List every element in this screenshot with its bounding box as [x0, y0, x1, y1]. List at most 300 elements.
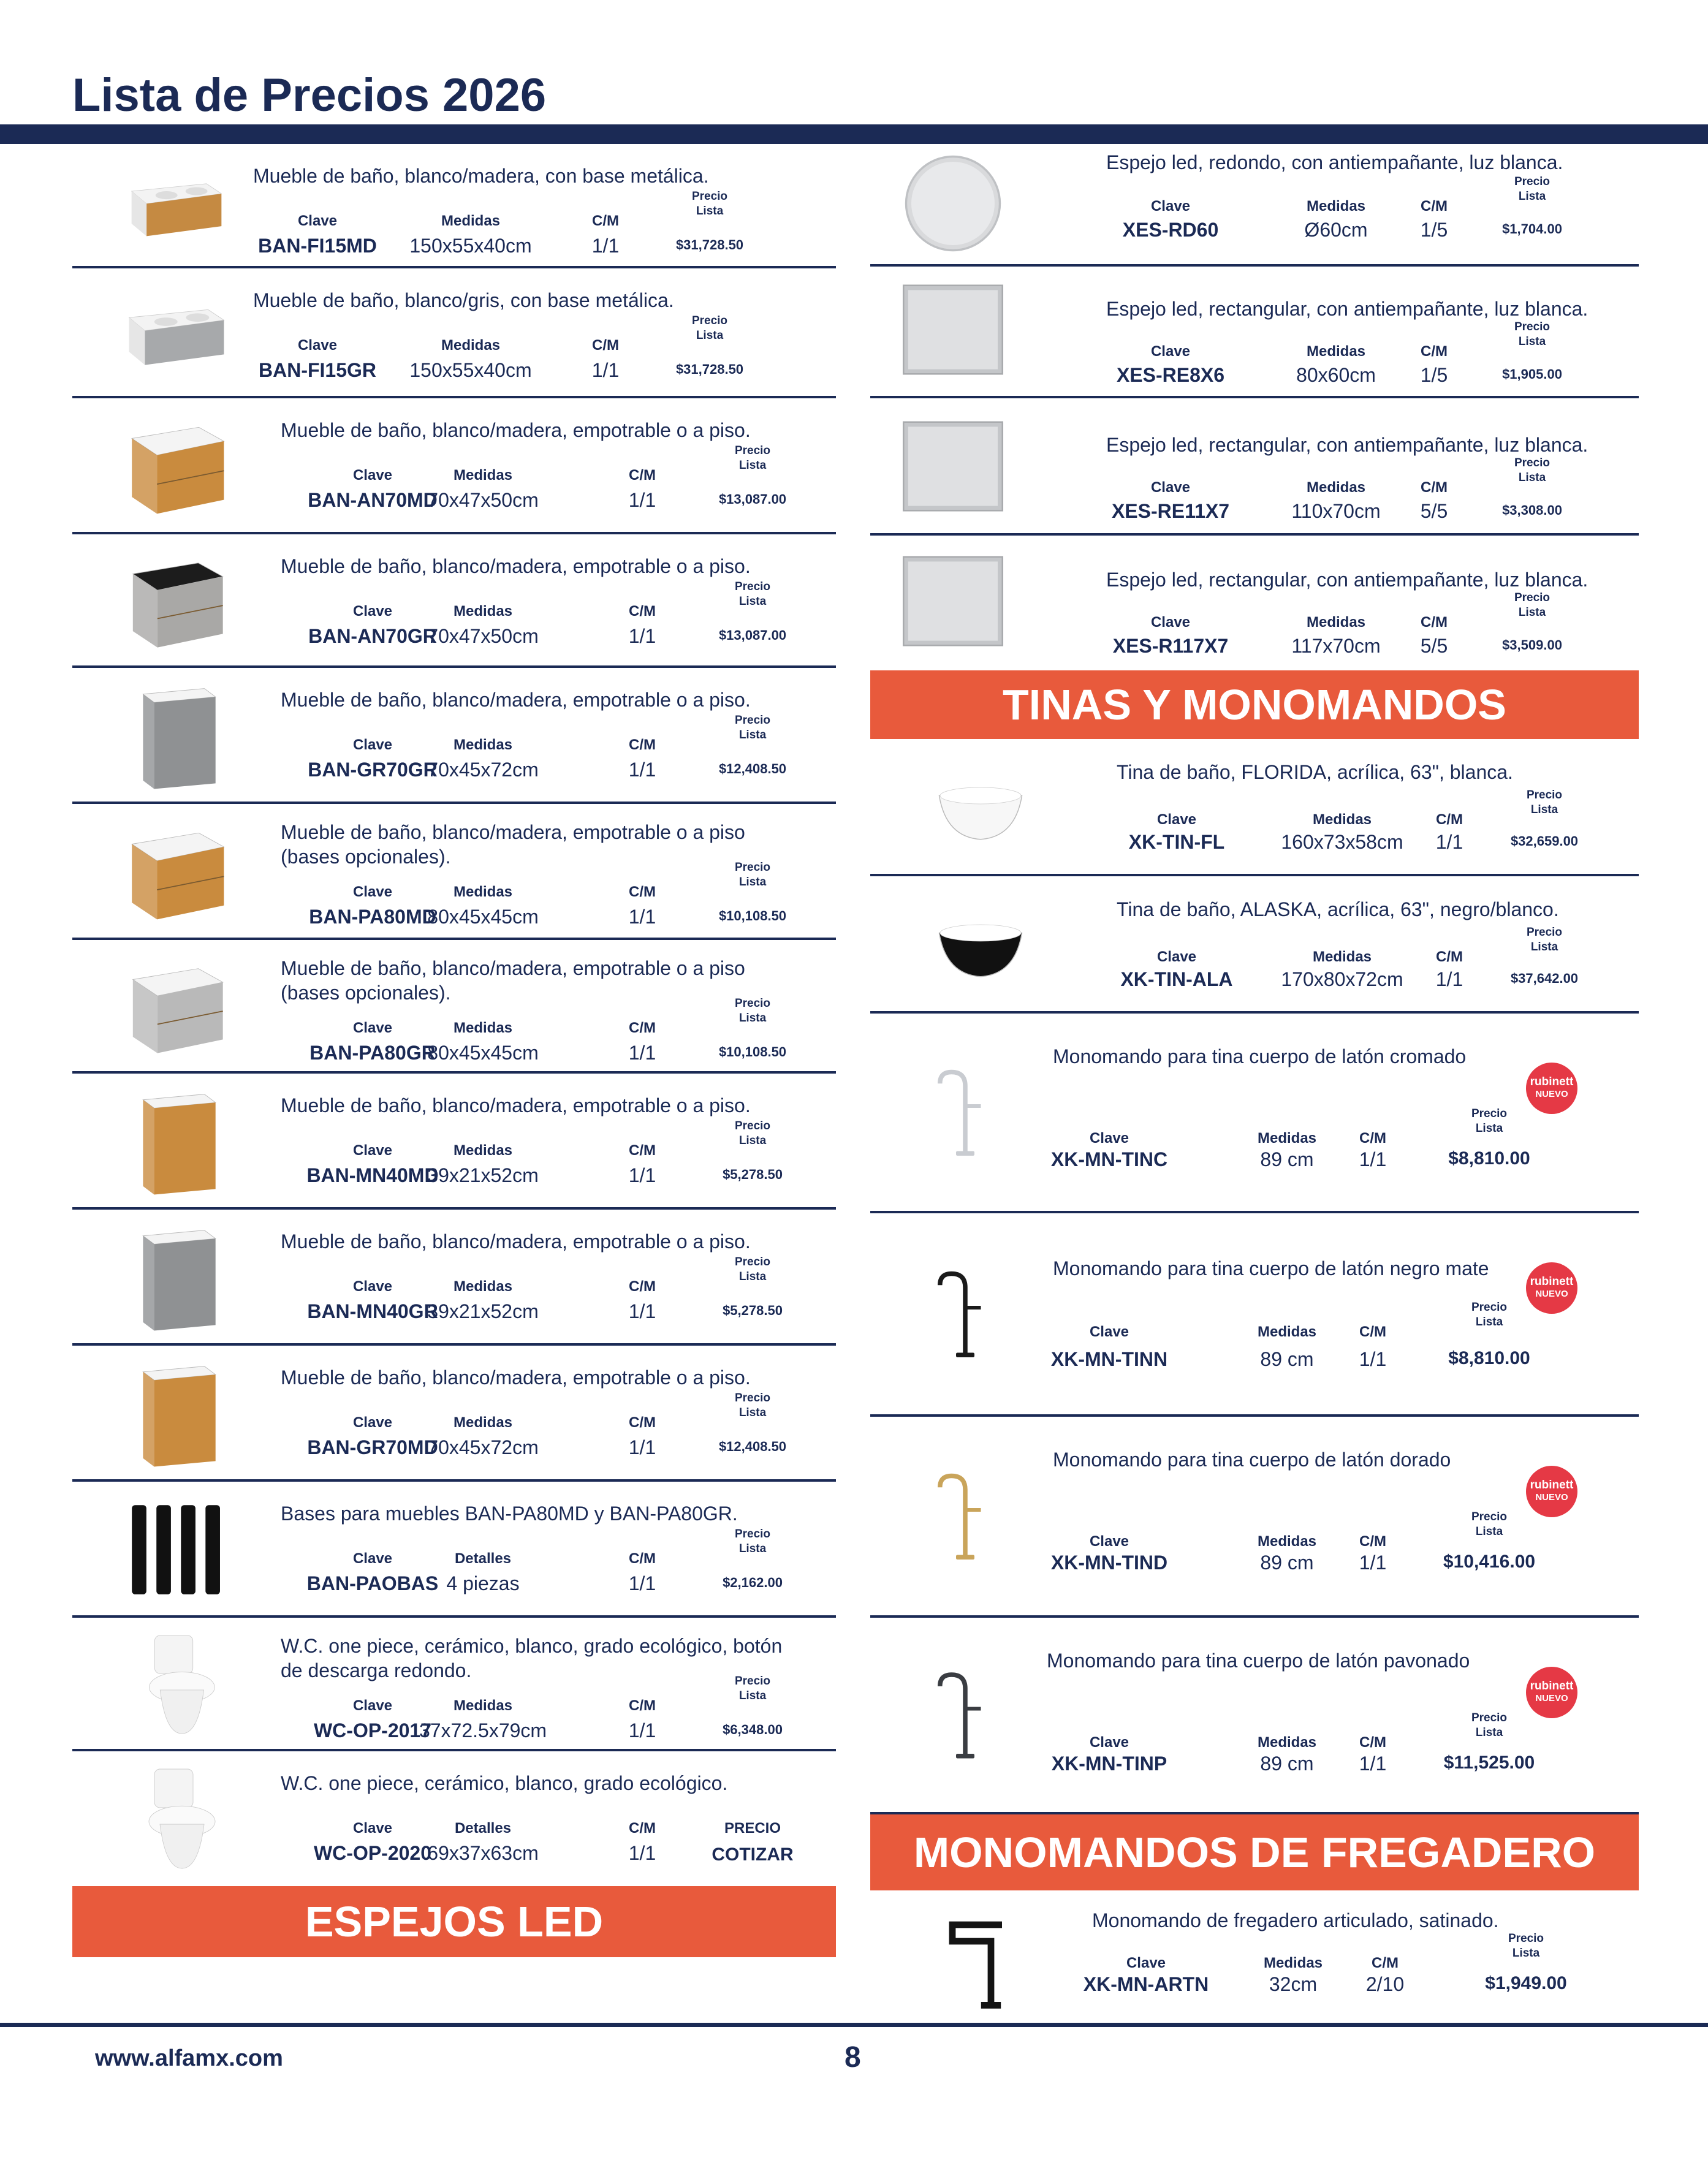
- label-clave: Clave: [1089, 1533, 1129, 1550]
- item-code: XES-RE8X6: [1116, 364, 1225, 386]
- label-clave: Clave: [352, 1820, 393, 1836]
- item-code: BAN-MN40GR: [307, 1300, 438, 1322]
- label-precio: Precio: [691, 314, 728, 327]
- row-divider: [870, 396, 1639, 398]
- item-size: 110x70cm: [1291, 500, 1381, 522]
- item-size: 70x47x50cm: [427, 625, 539, 647]
- label-lista: Lista: [1518, 471, 1546, 484]
- item-price: $8,810.00: [1448, 1148, 1530, 1169]
- label-cm: C/M: [1372, 1955, 1399, 1971]
- label-medidas: Medidas: [1257, 1130, 1317, 1147]
- label-cm: C/M: [629, 737, 656, 753]
- label-clave: Clave: [352, 1142, 393, 1159]
- tub-row: [870, 739, 1639, 876]
- product-image: [85, 1222, 268, 1333]
- item-cm: 1/1: [1435, 831, 1463, 853]
- item-price: $10,108.50: [718, 1044, 787, 1059]
- badge-brand: rubinett: [1530, 1680, 1574, 1692]
- label-precio: PRECIO: [724, 1820, 781, 1836]
- kitchen-faucet-image: [919, 1900, 1030, 2016]
- item-code: BAN-FI15MD: [258, 235, 377, 257]
- item-description: Monomando para tina cuerpo de latón pavonado: [1047, 1650, 1470, 1672]
- item-price: $11,525.00: [1443, 1753, 1535, 1773]
- label-precio: Precio: [1514, 457, 1550, 469]
- vanity-row: [72, 144, 836, 268]
- label-clave: Clave: [1089, 1734, 1129, 1751]
- label-clave: Clave: [297, 337, 338, 354]
- item-description: Monomando para tina cuerpo de latón dorado: [1053, 1449, 1451, 1471]
- vanity-row: [72, 668, 836, 804]
- label-cm: C/M: [592, 337, 619, 354]
- item-description: Mueble de baño, blanco/madera, empotrable o a piso (bases opcionales).: [281, 957, 745, 1004]
- label-lista: Lista: [1475, 1726, 1503, 1739]
- item-description: Mueble de baño, blanco/madera, empotrable o a piso (bases opcionales).: [281, 821, 745, 868]
- product-image: [85, 411, 268, 522]
- label-clave: Clave: [352, 1020, 393, 1036]
- tub-image: [886, 901, 1076, 993]
- label-lista: Lista: [738, 1134, 767, 1147]
- label-clave: Clave: [352, 737, 393, 753]
- faucet-image: [919, 1032, 1011, 1195]
- label-lista: Lista: [738, 1542, 767, 1555]
- label-medidas: Detalles: [454, 1550, 512, 1567]
- section-banner-fregadero: MONOMANDOS DE FREGADERO: [870, 1814, 1639, 1890]
- item-code: XK-TIN-FL: [1128, 831, 1225, 853]
- item-cm: 1/1: [628, 1842, 656, 1864]
- item-size: 37x72.5x79cm: [419, 1719, 547, 1742]
- label-precio: Precio: [1514, 320, 1550, 333]
- item-size: 89 cm: [1260, 1552, 1314, 1574]
- item-cm: 1/1: [628, 759, 656, 781]
- faucet-image: [919, 1435, 1011, 1599]
- section-banner-tinas: TINAS Y MONOMANDOS: [870, 670, 1639, 739]
- item-price: $32,659.00: [1510, 833, 1579, 849]
- label-lista: Lista: [738, 1012, 767, 1025]
- item-cm: 1/5: [1420, 219, 1448, 241]
- label-clave: Clave: [297, 213, 338, 229]
- label-precio: Precio: [1508, 1932, 1544, 1945]
- item-price: $10,416.00: [1443, 1552, 1536, 1572]
- footer-url[interactable]: www.alfamx.com: [95, 2045, 283, 2071]
- label-cm: C/M: [592, 213, 619, 229]
- label-cm: C/M: [629, 467, 656, 483]
- item-cm: 5/5: [1420, 635, 1448, 657]
- badge-brand: rubinett: [1530, 1075, 1574, 1088]
- item-size: 160x73x58cm: [1281, 831, 1403, 853]
- item-cm: 1/1: [1435, 968, 1463, 990]
- label-medidas: Medidas: [441, 337, 501, 354]
- rubinett-new-badge: [1526, 1262, 1577, 1314]
- mirror-row: [870, 265, 1639, 398]
- label-cm: C/M: [629, 1278, 656, 1295]
- label-lista: Lista: [1475, 1316, 1503, 1328]
- item-price: $1,949.00: [1485, 1973, 1567, 1993]
- label-precio: Precio: [1471, 1301, 1508, 1314]
- item-description: Tina de baño, ALASKA, acrílica, 63", negro/blanco.: [1117, 898, 1559, 920]
- badge-tag: NUEVO: [1535, 1089, 1568, 1099]
- item-cm: 1/5: [1420, 364, 1448, 386]
- item-size: 150x55x40cm: [409, 235, 532, 257]
- label-medidas: Medidas: [1312, 811, 1372, 828]
- item-code: BAN-PA80MD: [309, 906, 436, 928]
- label-medidas: Medidas: [453, 737, 513, 753]
- label-lista: Lista: [738, 1270, 767, 1283]
- label-cm: C/M: [629, 1414, 656, 1431]
- faucet-row: [870, 1618, 1639, 1814]
- faucet-row: [870, 1213, 1639, 1417]
- item-cm: 1/1: [628, 1042, 656, 1064]
- item-code: XK-MN-ARTN: [1083, 1973, 1209, 1995]
- label-clave: Clave: [352, 1697, 393, 1714]
- label-precio: Precio: [734, 1392, 771, 1404]
- label-medidas: Medidas: [1306, 614, 1366, 631]
- footer-bar: [0, 2023, 1708, 2027]
- item-description: Bases para muebles BAN-PA80MD y BAN-PA80GR.: [281, 1503, 738, 1525]
- tub-row: [870, 876, 1639, 1014]
- label-precio: Precio: [1471, 1510, 1508, 1523]
- label-cm: C/M: [629, 603, 656, 620]
- item-description: Mueble de baño, blanco/madera, empotrable o a piso.: [281, 1366, 751, 1389]
- item-size: 150x55x40cm: [409, 359, 532, 381]
- item-code: XES-RE11X7: [1111, 500, 1230, 522]
- item-price: $5,278.50: [723, 1303, 783, 1318]
- label-clave: Clave: [1089, 1130, 1129, 1147]
- item-code: WC-OP-2017: [313, 1719, 432, 1742]
- label-precio: Precio: [734, 861, 771, 874]
- item-size: 117x70cm: [1291, 635, 1381, 657]
- item-cm: 1/1: [628, 1436, 656, 1458]
- item-cm: 1/1: [1359, 1552, 1387, 1574]
- item-code: BAN-MN40MD: [306, 1164, 439, 1186]
- label-lista: Lista: [1475, 1525, 1503, 1538]
- item-size: 4 piezas: [446, 1572, 520, 1594]
- item-cm: 1/1: [628, 1300, 656, 1322]
- item-size: 39x21x52cm: [427, 1164, 539, 1186]
- item-size: 80x45x45cm: [427, 906, 539, 928]
- item-cm: 5/5: [1420, 500, 1448, 522]
- label-clave: Clave: [1150, 198, 1191, 214]
- item-cm: 1/1: [628, 625, 656, 647]
- label-lista: Lista: [1530, 941, 1558, 953]
- item-code: BAN-AN70MD: [308, 489, 438, 511]
- label-precio: Precio: [734, 714, 771, 727]
- page-title: Lista de Precios 2026: [72, 69, 547, 121]
- badge-brand: rubinett: [1530, 1275, 1574, 1288]
- item-description: W.C. one piece, cerámico, blanco, grado ecológico, botón de descarga redondo.: [281, 1635, 783, 1681]
- item-description: Mueble de baño, blanco/madera, empotrable o a piso.: [281, 1094, 751, 1116]
- label-medidas: Medidas: [1257, 1324, 1317, 1340]
- item-description: Mueble de baño, blanco/madera, empotrable o a piso.: [281, 1230, 751, 1253]
- item-cm: 1/1: [628, 1572, 656, 1594]
- product-image: [85, 680, 268, 792]
- badge-tag: NUEVO: [1535, 1289, 1568, 1299]
- item-code: BAN-GR70MD: [307, 1436, 438, 1458]
- item-size: 39x21x52cm: [427, 1300, 539, 1322]
- label-medidas: Medidas: [1257, 1734, 1317, 1751]
- label-clave: Clave: [1150, 343, 1191, 360]
- label-precio: Precio: [1526, 926, 1563, 939]
- item-code: XK-MN-TINC: [1050, 1148, 1168, 1170]
- product-image: [85, 816, 268, 928]
- item-size: 32cm: [1269, 1973, 1318, 1995]
- product-image: [85, 1086, 268, 1197]
- item-size: Ø60cm: [1304, 219, 1368, 241]
- product-image: [85, 1764, 268, 1874]
- item-code: XK-MN-TINN: [1050, 1348, 1168, 1370]
- mirror-row: [870, 401, 1639, 536]
- item-price: $13,087.00: [718, 627, 787, 643]
- item-price: $10,108.50: [718, 908, 787, 923]
- vanity-row: [72, 1482, 836, 1618]
- label-medidas: Medidas: [1306, 198, 1366, 214]
- item-cm: 1/1: [1359, 1348, 1387, 1370]
- label-precio: Precio: [1514, 591, 1550, 604]
- label-clave: Clave: [1156, 949, 1197, 965]
- label-precio: Precio: [1526, 789, 1563, 802]
- item-code: XES-RD60: [1122, 219, 1219, 241]
- item-price: $3,509.00: [1502, 637, 1562, 653]
- item-cm: 1/1: [1359, 1753, 1387, 1775]
- item-price: $31,728.50: [675, 362, 744, 377]
- header-bar: [0, 124, 1708, 144]
- item-description: Monomando para tina cuerpo de latón negro mate: [1053, 1257, 1489, 1279]
- label-medidas: Medidas: [441, 213, 501, 229]
- item-price: $1,704.00: [1502, 221, 1562, 237]
- page-number: 8: [845, 2041, 861, 2074]
- section-banner-espejos: ESPEJOS LED: [72, 1886, 836, 1957]
- vanity-row: [72, 534, 836, 668]
- item-size: 70x47x50cm: [427, 489, 539, 511]
- label-precio: Precio: [734, 1120, 771, 1132]
- product-image: [85, 1358, 268, 1469]
- label-cm: C/M: [629, 884, 656, 900]
- label-precio: Precio: [1471, 1711, 1508, 1724]
- label-cm: C/M: [1421, 614, 1448, 631]
- item-price: $12,408.50: [718, 1439, 787, 1454]
- item-code: XK-MN-TINP: [1051, 1753, 1167, 1775]
- item-size: 80x45x45cm: [427, 1042, 539, 1064]
- item-price: $5,278.50: [723, 1167, 783, 1182]
- label-cm: C/M: [629, 1020, 656, 1036]
- label-lista: Lista: [696, 329, 724, 342]
- kitchen-faucet-row: [870, 1893, 1639, 2022]
- item-price: COTIZAR: [712, 1844, 794, 1865]
- faucet-row: [870, 1417, 1639, 1618]
- label-cm: C/M: [629, 1697, 656, 1714]
- vanity-row: [72, 804, 836, 940]
- label-medidas: Medidas: [453, 1142, 513, 1159]
- label-medidas: Medidas: [1312, 949, 1372, 965]
- item-cm: 1/1: [591, 359, 620, 381]
- mirror-row: [870, 536, 1639, 670]
- label-medidas: Medidas: [453, 467, 513, 483]
- item-cm: 2/10: [1365, 1973, 1405, 1995]
- faucet-row: [870, 1014, 1639, 1213]
- label-medidas: Medidas: [453, 603, 513, 620]
- item-description: Monomando de fregadero articulado, satinado.: [1092, 1909, 1499, 1931]
- vanity-row: [72, 1074, 836, 1210]
- item-description: Espejo led, rectangular, con antiempañante, luz blanca.: [1106, 434, 1588, 456]
- label-precio: Precio: [734, 444, 771, 457]
- label-clave: Clave: [352, 603, 393, 620]
- label-precio: Precio: [734, 997, 771, 1010]
- item-code: BAN-PA80GR: [309, 1042, 436, 1064]
- label-clave: Clave: [1150, 614, 1191, 631]
- label-precio: Precio: [734, 1675, 771, 1688]
- item-code: BAN-FI15GR: [258, 359, 376, 381]
- label-precio: Precio: [734, 1528, 771, 1541]
- item-code: XK-TIN-ALA: [1120, 968, 1233, 990]
- label-cm: C/M: [629, 1142, 656, 1159]
- item-cm: 1/1: [591, 235, 620, 257]
- mirror-image: [901, 407, 1005, 526]
- label-precio: Precio: [734, 580, 771, 593]
- item-cm: 1/1: [628, 489, 656, 511]
- label-cm: C/M: [1421, 479, 1448, 496]
- item-description: Monomando para tina cuerpo de latón cromado: [1053, 1045, 1467, 1067]
- label-cm: C/M: [1359, 1734, 1386, 1751]
- faucet-image: [919, 1232, 1011, 1398]
- label-clave: Clave: [352, 884, 393, 900]
- item-description: Mueble de baño, blanco/madera, empotrable o a piso.: [281, 419, 751, 441]
- item-price: $6,348.00: [723, 1722, 783, 1737]
- product-image: [85, 547, 268, 656]
- item-size: 89 cm: [1260, 1348, 1314, 1370]
- label-lista: Lista: [738, 729, 767, 741]
- mirror-image: [901, 150, 1005, 257]
- item-size: 69x37x63cm: [427, 1842, 539, 1864]
- label-cm: C/M: [1436, 949, 1463, 965]
- item-description: Espejo led, redondo, con antiempañante, luz blanca.: [1106, 151, 1563, 173]
- vanity-row: [72, 1751, 836, 1886]
- label-medidas: Medidas: [1306, 479, 1366, 496]
- mirror-image: [901, 271, 1005, 388]
- label-precio: Precio: [1514, 175, 1550, 188]
- label-clave: Clave: [352, 467, 393, 483]
- rubinett-new-badge: [1526, 1063, 1577, 1114]
- label-lista: Lista: [1512, 1947, 1540, 1960]
- item-size: 89 cm: [1260, 1753, 1314, 1775]
- item-description: Tina de baño, FLORIDA, acrílica, 63", blanca.: [1117, 761, 1513, 783]
- vanity-row: [72, 1346, 836, 1482]
- label-lista: Lista: [738, 1689, 767, 1702]
- item-description: Mueble de baño, blanco/gris, con base metálica.: [253, 289, 674, 311]
- label-cm: C/M: [1421, 343, 1448, 360]
- product-image: [85, 1630, 268, 1739]
- label-precio: Precio: [734, 1256, 771, 1268]
- item-code: BAN-PAOBAS: [306, 1572, 439, 1594]
- vanity-row: [72, 1210, 836, 1346]
- item-size: 80x60cm: [1296, 364, 1376, 386]
- tub-image: [886, 764, 1076, 855]
- label-lista: Lista: [1475, 1122, 1503, 1135]
- item-cm: 1/1: [1359, 1148, 1387, 1170]
- label-clave: Clave: [1150, 479, 1191, 496]
- vanity-row: [72, 268, 836, 398]
- vanity-row: [72, 940, 836, 1074]
- item-cm: 1/1: [628, 1719, 656, 1742]
- badge-tag: NUEVO: [1535, 1693, 1568, 1704]
- label-medidas: Medidas: [1257, 1533, 1317, 1550]
- label-cm: C/M: [1421, 198, 1448, 214]
- product-image: [85, 952, 268, 1061]
- mirror-row: [870, 144, 1639, 267]
- label-lista: Lista: [1518, 335, 1546, 348]
- item-description: Mueble de baño, blanco/madera, empotrable o a piso.: [281, 689, 751, 711]
- item-size: 89 cm: [1260, 1148, 1314, 1170]
- label-lista: Lista: [738, 459, 767, 472]
- item-price: $1,905.00: [1502, 366, 1562, 382]
- item-price: $2,162.00: [723, 1575, 783, 1590]
- item-description: Mueble de baño, blanco/madera, con base metálica.: [253, 165, 709, 187]
- item-code: XK-MN-TIND: [1050, 1552, 1168, 1574]
- label-medidas: Medidas: [453, 1020, 513, 1036]
- label-medidas: Medidas: [453, 1697, 513, 1714]
- label-medidas: Medidas: [453, 1278, 513, 1295]
- item-code: XES-R117X7: [1112, 635, 1229, 657]
- item-price: $12,408.50: [718, 761, 787, 776]
- item-price: $13,087.00: [718, 491, 787, 507]
- label-medidas: Medidas: [453, 1414, 513, 1431]
- item-cm: 1/1: [628, 1164, 656, 1186]
- item-description: W.C. one piece, cerámico, blanco, grado ecológico.: [281, 1772, 728, 1794]
- label-lista: Lista: [738, 595, 767, 608]
- item-description: Espejo led, rectangular, con antiempañante, luz blanca.: [1106, 569, 1588, 591]
- rubinett-new-badge: [1526, 1466, 1577, 1517]
- label-cm: C/M: [1359, 1324, 1386, 1340]
- label-cm: C/M: [629, 1820, 656, 1836]
- label-cm: C/M: [629, 1550, 656, 1567]
- label-cm: C/M: [1359, 1533, 1386, 1550]
- item-size: 170x80x72cm: [1281, 968, 1403, 990]
- label-lista: Lista: [696, 205, 724, 218]
- item-code: WC-OP-2020: [313, 1842, 432, 1864]
- label-cm: C/M: [1359, 1130, 1386, 1147]
- label-clave: Clave: [1126, 1955, 1166, 1971]
- rubinett-new-badge: [1526, 1667, 1577, 1718]
- item-size: 70x45x72cm: [427, 1436, 539, 1458]
- label-lista: Lista: [738, 1406, 767, 1419]
- label-clave: Clave: [1089, 1324, 1129, 1340]
- mirror-image: [901, 542, 1005, 661]
- item-description: Mueble de baño, blanco/madera, empotrable o a piso.: [281, 555, 751, 577]
- label-lista: Lista: [1518, 606, 1546, 619]
- item-price: $8,810.00: [1448, 1348, 1530, 1368]
- item-code: BAN-GR70GR: [308, 759, 438, 781]
- product-image: [85, 1494, 268, 1605]
- label-clave: Clave: [1156, 811, 1197, 828]
- item-price: $3,308.00: [1502, 502, 1562, 518]
- item-cm: 1/1: [628, 906, 656, 928]
- label-precio: Precio: [1471, 1107, 1508, 1120]
- label-clave: Clave: [352, 1278, 393, 1295]
- label-medidas: Medidas: [1306, 343, 1366, 360]
- badge-brand: rubinett: [1530, 1479, 1574, 1491]
- item-description: Espejo led, rectangular, con antiempañante, luz blanca.: [1106, 298, 1588, 320]
- label-lista: Lista: [1530, 803, 1558, 816]
- label-medidas: Medidas: [453, 884, 513, 900]
- label-lista: Lista: [738, 876, 767, 889]
- item-code: BAN-AN70GR: [308, 625, 437, 647]
- label-lista: Lista: [1518, 190, 1546, 203]
- item-size: 70x45x72cm: [427, 759, 539, 781]
- label-cm: C/M: [1436, 811, 1463, 828]
- label-medidas: Detalles: [454, 1820, 512, 1836]
- label-precio: Precio: [691, 190, 728, 203]
- label-medidas: Medidas: [1263, 1955, 1323, 1971]
- badge-tag: NUEVO: [1535, 1492, 1568, 1503]
- vanity-row: [72, 398, 836, 534]
